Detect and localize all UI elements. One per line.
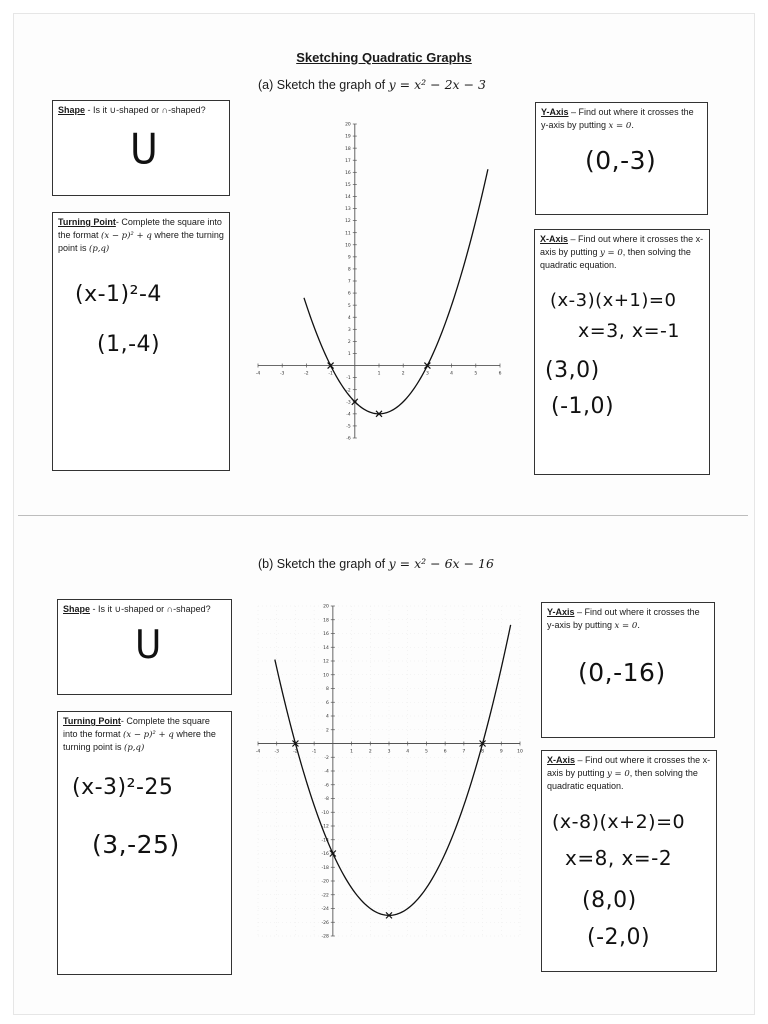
y-tick-label: 3 [347,327,351,333]
y-tick-label: 12 [323,659,329,665]
tp-prompt-2: where the turning point is [58,229,224,253]
y-tick-label: 10 [323,673,329,679]
y-tick-label: 18 [323,618,329,624]
y-answer-a: (0,-3) [585,146,657,175]
tp-format: (x − p)² + q [123,729,174,740]
y-tick-label: 16 [323,632,329,638]
shape-answer-a: U [130,124,159,174]
graph-b [254,602,524,942]
question-a [258,77,486,92]
y-tick-label: -8 [324,797,329,803]
parabola-curve [275,625,511,915]
y-tick-label: 7 [347,279,351,285]
x-tick-label: 1 [377,371,381,377]
y-tick-label: 5 [347,303,351,309]
tp-answer-a-1: (x-1)²-4 [75,282,162,307]
y-tick-label: -2 [346,388,351,394]
x-cond: y = 0 [600,247,623,258]
x-tick-label: 3 [387,749,391,755]
x-tick-label: 4 [450,371,454,377]
x-tick-label: 5 [474,371,478,377]
y-tick-label: -3 [346,400,351,406]
y-answer-b: (0,-16) [578,658,666,687]
tp-prompt-2: where the turning point is [63,728,216,752]
x-answer-b-4: (-2,0) [587,925,651,950]
question-b [258,556,494,571]
x-answer-b-2: x=8, x=-2 [565,846,673,870]
graph-a [254,118,504,448]
x-answer-a-1: (x-3)(x+1)=0 [550,290,677,311]
tp-prompt-1: - Complete the square into the format [63,716,210,739]
x-tick-label: -1 [311,749,317,755]
y-tick-label: -16 [321,852,329,858]
y-tick-label: -12 [321,824,329,830]
x-tick-label: -4 [255,371,261,377]
x-cond: y = 0 [607,768,630,779]
tp-prompt-1: - Complete the square into the format [58,217,222,240]
y-tick-label: 10 [345,243,351,249]
y-tick-label: 13 [345,207,351,213]
x-tick-label: -3 [274,749,279,755]
tp-heading: Turning Point [63,716,121,726]
x-tick-label: 2 [401,371,405,377]
x-tick-label: 5 [424,749,428,755]
x-axis-box-a [534,229,710,475]
x-tick-label: 3 [425,371,429,377]
x-tick-label: 6 [443,749,447,755]
x-tick-label: 4 [406,749,410,755]
y-tick-label: 20 [345,122,351,128]
tp-heading: Turning Point [58,217,116,227]
y-tick-label: 15 [345,182,351,188]
parabola-curve [304,169,488,414]
y-tick-label: 16 [345,170,351,176]
shape-heading: Shape [63,604,91,614]
x-prompt-1: – Find out where it crosses the x-axis by putting [547,755,711,778]
x-heading: X-Axis [540,234,569,244]
y-tick-label: 20 [323,604,329,610]
y-tick-label: -18 [321,865,329,871]
y-cond: x = 0. [614,620,640,631]
y-tick-label: -6 [346,436,351,442]
y-tick-label: 18 [345,146,351,152]
question-a-equation: y = x² − 2x − 3 [388,77,486,92]
y-tick-label: 8 [325,687,329,693]
tp-answer-b-1: (x-3)²-25 [72,775,174,800]
y-tick-label: -10 [321,810,329,816]
y-tick-label: -14 [321,838,329,844]
question-a-prefix: (a) Sketch the graph of [258,78,389,92]
tp-coords: (p,q) [124,743,145,753]
x-answer-a-3: (3,0) [545,358,600,383]
y-tick-label: -4 [346,412,351,418]
shape-answer-b: U [135,622,162,669]
y-tick-label: 2 [347,339,351,345]
y-tick-label: -26 [321,920,329,926]
y-heading: Y-Axis [541,107,569,117]
x-prompt-2: , then solving the quadratic equation. [540,246,691,270]
y-tick-label: -5 [346,424,351,430]
section-divider [18,515,748,516]
x-prompt-1: – Find out where it crosses the x-axis by putting [540,234,704,257]
x-answer-a-2: x=3, x=-1 [578,320,680,342]
y-tick-label: 9 [347,255,351,261]
y-tick-label: -24 [321,907,329,913]
x-tick-label: 10 [517,749,523,755]
y-tick-label: 14 [323,645,329,651]
y-tick-label: 6 [325,700,329,706]
shape-prompt: - Is it ∪-shaped or ∩-shaped? [90,604,211,614]
x-heading: X-Axis [547,755,576,765]
y-tick-label: -6 [324,783,329,789]
y-tick-label: 8 [347,267,351,273]
x-tick-label: 8 [481,749,485,755]
x-tick-label: -2 [293,749,298,755]
x-tick-label: -4 [255,749,261,755]
tp-answer-a-2: (1,-4) [97,332,161,357]
y-tick-label: 19 [345,134,351,140]
question-b-prefix: (b) Sketch the graph of [258,557,389,571]
y-tick-label: -4 [324,769,329,775]
y-prompt: – Find out where it crosses the y-axis by putting [547,607,700,630]
x-tick-label: 7 [462,749,466,755]
x-tick-label: -1 [328,371,333,377]
y-cond: x = 0. [608,120,634,131]
y-tick-label: 11 [345,231,351,237]
question-b-equation: y = x² − 6x − 16 [388,556,494,571]
y-tick-label: -28 [321,934,329,940]
x-prompt-2: , then solving the quadratic equation. [547,767,698,791]
y-prompt: – Find out where it crosses the y-axis by putting [541,107,694,130]
tp-answer-b-2: (3,-25) [92,830,180,859]
y-tick-label: 12 [345,219,351,225]
y-tick-label: 4 [347,315,351,321]
x-tick-label: -2 [304,371,309,377]
y-tick-label: 1 [347,352,351,358]
y-tick-label: -22 [321,893,329,899]
y-tick-label: 6 [347,291,351,297]
tp-format: (x − p)² + q [101,230,152,241]
y-tick-label: 4 [325,714,329,720]
y-tick-label: 14 [345,195,351,201]
y-tick-label: 17 [345,158,351,164]
y-tick-label: -2 [324,755,329,761]
shape-heading: Shape [58,105,86,115]
x-answer-a-4: (-1,0) [551,394,615,419]
tp-coords: (p,q) [89,244,110,254]
page-title: Sketching Quadratic Graphs [296,50,472,65]
y-heading: Y-Axis [547,607,575,617]
y-tick-label: -1 [346,376,351,382]
x-tick-label: 2 [368,749,372,755]
x-tick-label: 1 [350,749,354,755]
x-answer-b-1: (x-8)(x+2)=0 [552,811,686,833]
x-tick-label: 6 [498,371,502,377]
x-tick-label: -3 [279,371,285,377]
y-tick-label: 2 [325,728,329,734]
x-tick-label: 9 [499,749,503,755]
y-tick-label: -20 [321,879,329,885]
x-answer-b-3: (8,0) [582,888,637,913]
shape-prompt: - Is it ∪-shaped or ∩-shaped? [85,105,206,115]
